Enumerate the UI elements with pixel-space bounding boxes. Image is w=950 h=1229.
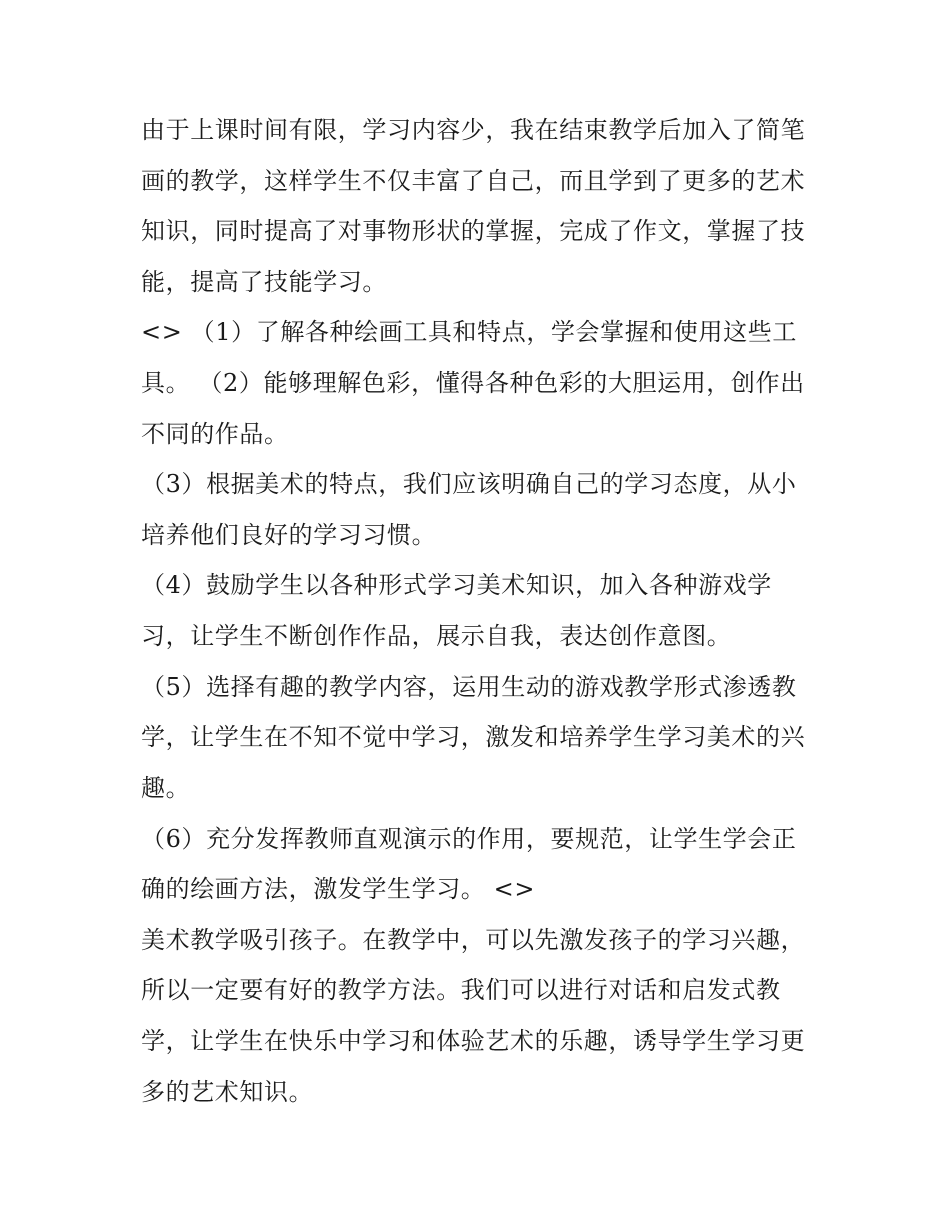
text-line: 具。 （2）能够理解色彩，懂得各种色彩的大胆运用，创作出	[141, 369, 805, 397]
text-line: 培养他们良好的学习习惯。	[141, 521, 437, 549]
text-line: 趣。	[141, 774, 191, 802]
text-line: 学，让学生在快乐中学习和体验艺术的乐趣，诱导学生学习更	[141, 1027, 806, 1055]
text-line: <> （1）了解各种绘画工具和特点，学会掌握和使用这些工	[141, 318, 797, 346]
text-line: 由于上课时间有限，学习内容少，我在结束教学后加入了简笔	[141, 116, 806, 144]
text-line: 所以一定要有好的教学方法。我们可以进行对话和启发式教	[141, 976, 781, 1004]
text-line: （5）选择有趣的教学内容，运用生动的游戏教学形式渗透教	[141, 673, 797, 701]
text-line: 学，让学生在不知不觉中学习，激发和培养学生学习美术的兴	[141, 723, 806, 751]
text-line: （3）根据美术的特点，我们应该明确自己的学习态度，从小	[141, 470, 797, 498]
text-line: （6）充分发挥教师直观演示的作用，要规范，让学生学会正	[141, 825, 797, 853]
text-line: 不同的作品。	[141, 420, 289, 448]
text-line: （4）鼓励学生以各种形式学习美术知识，加入各种游戏学	[141, 571, 772, 599]
text-line: 能，提高了技能学习。	[141, 268, 387, 296]
text-line: 多的艺术知识。	[141, 1078, 314, 1106]
text-line: 确的绘画方法，激发学生学习。 <>	[141, 875, 536, 903]
text-line: 美术教学吸引孩子。在教学中，可以先激发孩子的学习兴趣，	[141, 926, 806, 954]
text-line: 知识，同时提高了对事物形状的掌握，完成了作文，掌握了技	[141, 217, 806, 245]
text-line: 习，让学生不断创作作品，展示自我，表达创作意图。	[141, 622, 732, 650]
text-line: 画的教学，这样学生不仅丰富了自己，而且学到了更多的艺术	[141, 167, 806, 195]
